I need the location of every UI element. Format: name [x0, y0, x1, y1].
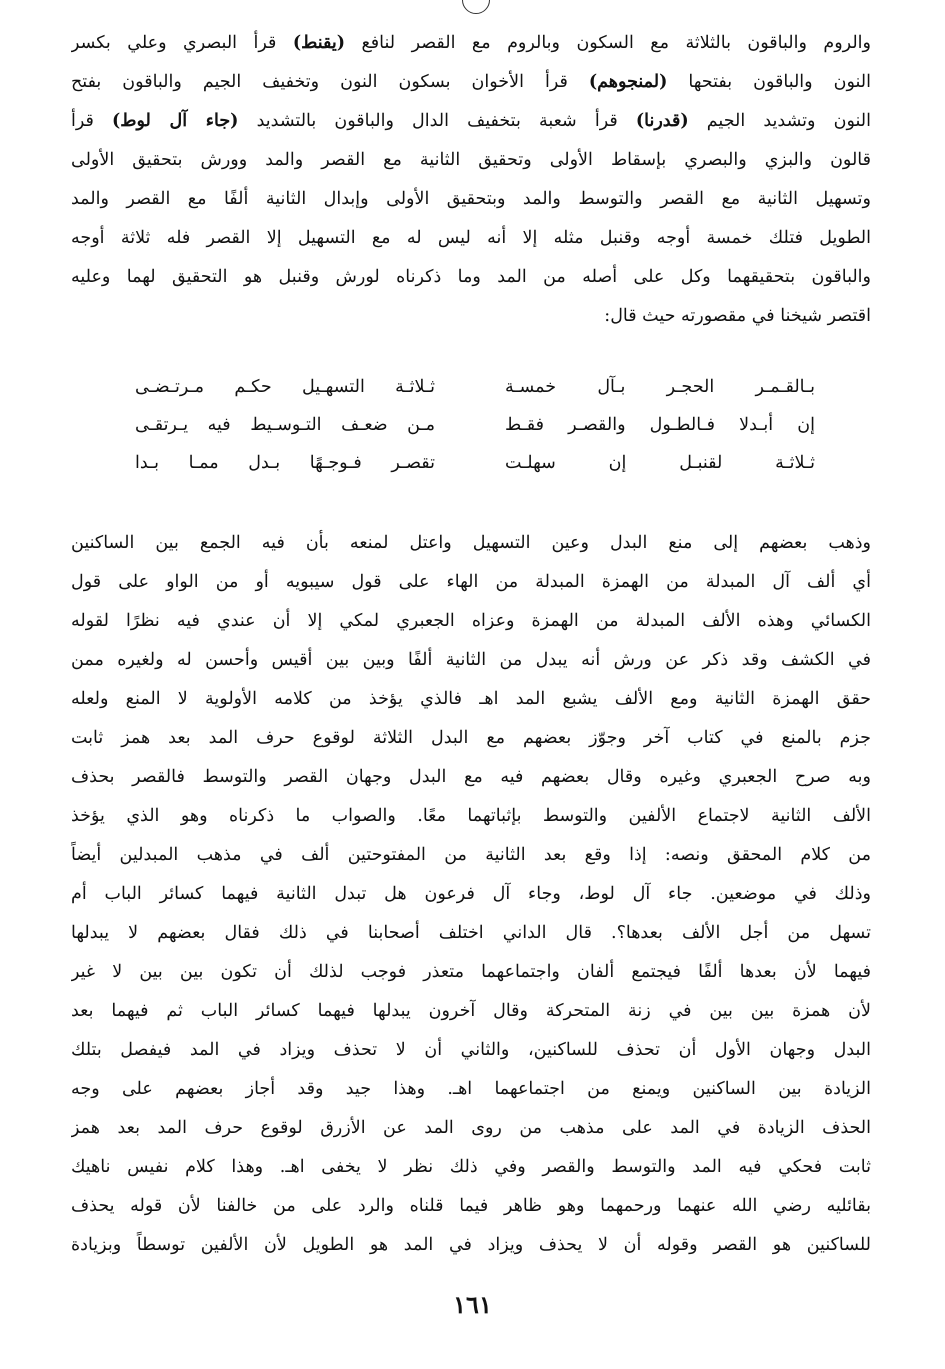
- text-line: فيهما لأن بعدها ألفًا فيجتمع ألفان واجتماعهما متعذر فوجب لذلك أن تكون بين بين لا غير: [71, 962, 871, 982]
- verse-second-hemistich: مـن ضعـف التـوسـيط فيه يـرتقـى: [135, 415, 435, 435]
- text-line: البدل وجهان الأول أن تحذف للساكنين، والثاني أن لا تحذف ويزاد في المد فيفصل بتلك: [71, 1040, 871, 1060]
- text-line: وذلك في موضعين. جاء آل لوط، وجاء آل فرعون هل تبدل الثانية فيهما كسائر الباب أم: [71, 884, 871, 904]
- text-line: تسهل من أجل الألف بعدها؟. قال الداني اختلف أصحابنا في ذلك فقال بعضهم لا يبدلها: [71, 923, 871, 943]
- paragraph-2: [71, 524, 871, 1265]
- text-line: الحذف الزيادة في المد على مذهب من روى المد عن الأزرق لوقوع حرف المد بعد همز: [71, 1118, 871, 1138]
- text-line: للساكنين هو القصر وقوله أن لا يحذف ويزاد في المد هو الطويل لأن الألفين توسطاً وبزيادة: [71, 1235, 871, 1255]
- hole-mark: [462, 0, 490, 14]
- text-line: جزم بالمنع في كتاب آخر وجوّز بعضهم مع البدل الثلاثة لوقوع حرف المد بعد همز ثابت: [71, 728, 871, 748]
- text-line: النون والباقون بفتحها (لمنجوهم) قرأ الأخوان بسكون النون وتخفيف الجيم والباقون بفتح: [71, 72, 871, 92]
- text-line: الكسائي وهذه الألف المبدلة من الهمزة وعزاه الجعبري لمكي إلا أن عندي فيه نظرًا لقوله: [71, 611, 871, 631]
- text-line: الألف الثانية لاجتماع الألفين والتوسط بإثباتهما معًا. والصواب ما ذكرناه وهو الذي يؤخذ: [71, 806, 871, 826]
- text-line: قالون والبزي والبصري بإسقاط الأولى وتحقيق الثانية مع القصر والمد وورش بتحقيق الأولى: [71, 150, 871, 170]
- text-line: لأن همزة بين بين في زنة المتحركة وقال آخرون يبدلها فيهما كسائر الباب ثم فيهما بعد: [71, 1001, 871, 1021]
- text-line: بقائليه رضي الله عنهما ورحمهما وهو ظاهر فيما قلناه والرد على من خالفنا لأن قوله يحذف: [71, 1196, 871, 1216]
- text-line: من كلام المحقق ونصه: إذا وقع بعد الثانية من المفتوحتين ألف في مذهب المبدلين أيضاً: [71, 845, 871, 865]
- paragraph-1: [71, 24, 871, 336]
- poem-verse: [135, 444, 815, 482]
- verse-first-hemistich: ثـلاثـة لقنبـل إن سهلـت: [505, 453, 815, 473]
- poem-verse: [135, 368, 815, 406]
- poem-verse: [135, 406, 815, 444]
- poem: [135, 368, 815, 482]
- page-number: ١٦١: [453, 1290, 492, 1319]
- text-line: وذهب بعضهم إلى منع البدل وعين التسهيل واعتل لمنعه بأن فيه الجمع بين الساكنين: [71, 533, 871, 553]
- text-line: وتسهيل الثانية مع القصر والتوسط والمد وبتحقيق الأولى وإبدال الثانية ألفًا مع القصر والمد: [71, 189, 871, 209]
- verse-second-hemistich: تقصـر فـوجـهًا بـدل ممـا بـدا: [135, 453, 435, 473]
- text-line: وبه صرح الجعبري وغيره وقال بعضهم فيه مع البدل وجهان القصر والتوسط فالقصر بحذف: [71, 767, 871, 787]
- verse-first-hemistich: إن أبـدلا فـالطـول والقصـر فقـط: [505, 415, 815, 435]
- text-line: في الكشف وقد ذكر عن ورش أنه يبدل من الثانية ألفًا وبين بين أقيس وأحسن له ولغيره ممن: [71, 650, 871, 670]
- text-line: النون وتشديد الجيم (قدرنا) قرأ شعبة بتخفيف الدال والباقون بالتشديد (جاء آل لوط) قرأ: [71, 111, 871, 131]
- text-line: اقتصر شيخنا في مقصورته حيث قال:: [604, 306, 871, 326]
- text-line: ثابت فحكي فيه المد والتوسط والقصر وفي ذلك نظر لا يخفى اهـ. وهذا كلام نفيس ناهيك: [71, 1157, 871, 1177]
- text-line: الطويل فتلك خمسة أوجه وقنبل مثله إلا أنه ليس له مع التسهيل إلا القصر فله ثلاثة أوجه: [71, 228, 871, 248]
- verse-second-hemistich: ثـلاثـة التسهـيل حكـم مـرتـضـى: [135, 377, 435, 397]
- verse-first-hemistich: بـالقـمـر الحجـر بـآل خمسـة: [505, 377, 815, 397]
- text-line: الزيادة بين الساكنين ويمنع من اجتماعهما اهـ. وهذا جيد وقد أجاز بعضهم على وجه: [71, 1079, 871, 1099]
- text-line: أي ألف آل المبدلة من الهمزة المبدلة من الهاء على قول سيبويه أو من الواو على قول: [71, 572, 871, 592]
- text-line: والباقون بتحقيقهما وكل على أصله من المد وما ذكرناه لورش وقنبل هو التحقيق لهما وعليه: [71, 267, 871, 287]
- text-line: والروم والباقون بالثلاثة مع السكون وبالروم مع القصر لنافع (يقنط) قرأ البصري وعلي بكسر: [71, 33, 871, 53]
- text-line: حقق الهمزة الثانية ومع الألف يشبع المد اهـ فالذي يؤخذ من كلامه الأولوية لا المنع ولعله: [71, 689, 871, 709]
